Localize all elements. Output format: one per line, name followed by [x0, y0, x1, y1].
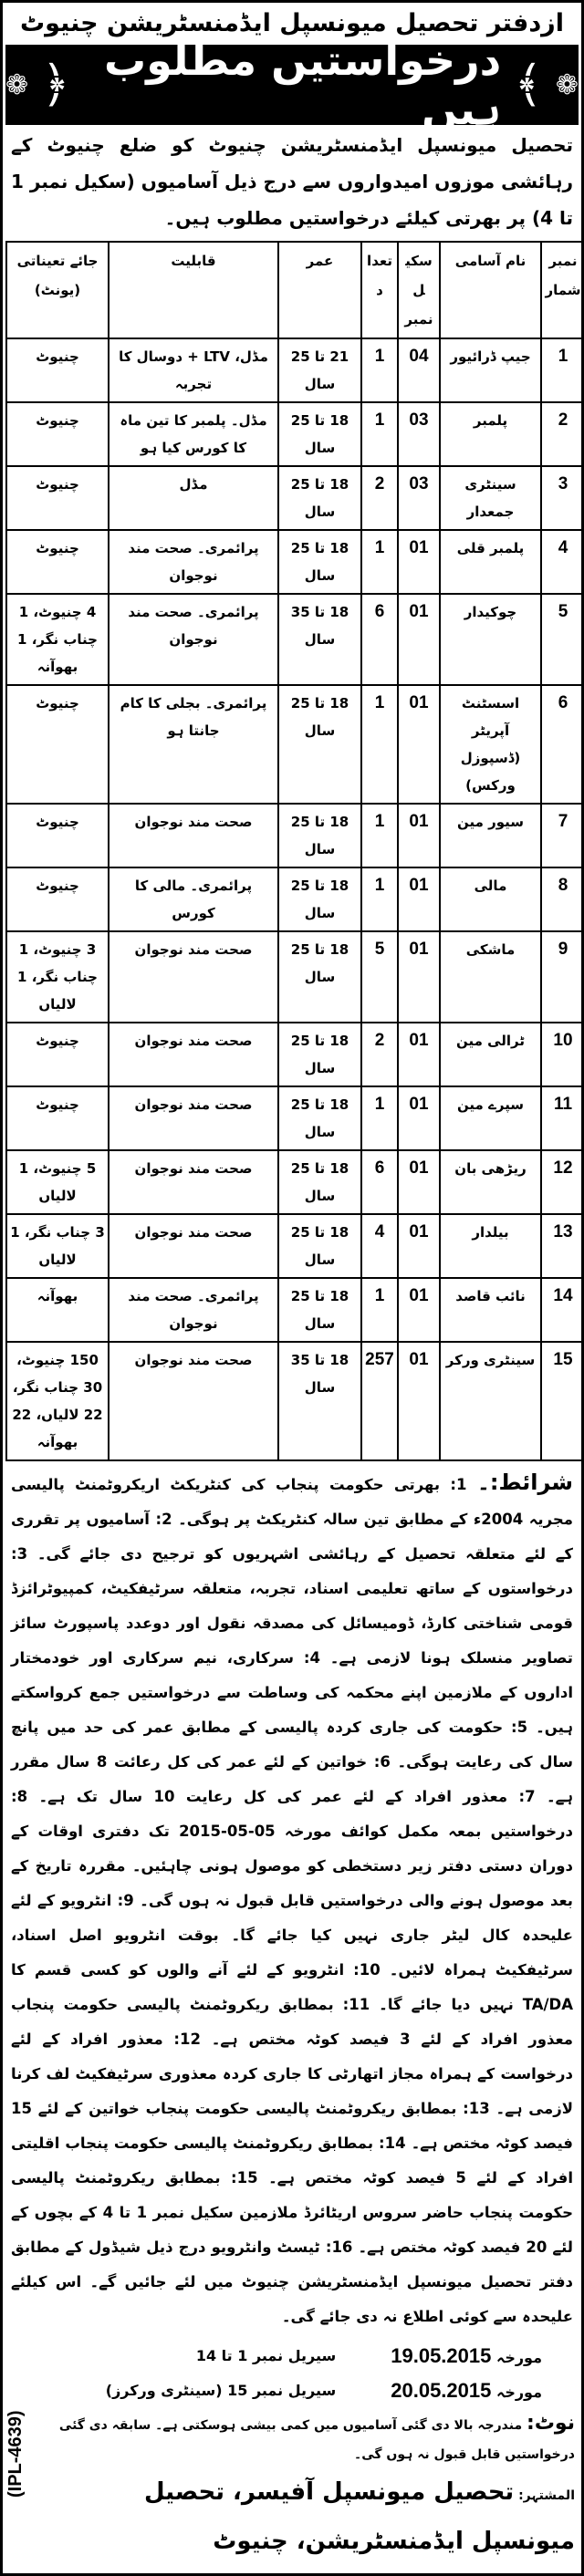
interview-schedule-row	[31, 2340, 579, 2374]
cell-serial: 5	[541, 594, 584, 685]
table-row	[6, 685, 584, 804]
cell-qualification: صحت مند نوجوان	[109, 1086, 278, 1150]
cell-count: 1	[361, 804, 398, 867]
advertiser-label: المشتہر:	[518, 2488, 575, 2503]
condition-item: 10: انٹرویو کے لئے آنے والوں کو کسی قسم کا TA/DA نہیں دیا جائے گا۔	[11, 1961, 573, 2013]
cell-qualification: مڈل، LTV + دوسال کا تجربہ	[109, 338, 278, 402]
cell-scale: 01	[398, 685, 440, 804]
condition-item: 9: انٹرویو کے لئے علیحدہ کال لیٹر جاری نہیں کیا جائے گا۔ بوقت انٹرویو اصل اسناد، سرٹیفکیٹ ہمراہ لائیں۔	[11, 1892, 573, 1979]
advertiser-name: تحصیل میونسپل آفیسر، تحصیل میونسپل ایڈمنسٹریشن، چنیوٹ	[144, 2478, 575, 2555]
cell-qualification: صحت مند نوجوان	[109, 1150, 278, 1214]
cell-qualification: پرائمری۔ مالی کا کورس	[109, 867, 278, 931]
schedule-prefix: مورخہ	[495, 2384, 542, 2401]
flower-ornament-icon: ❁	[5, 68, 29, 101]
cell-scale: 01	[398, 1342, 440, 1460]
cell-qualification: مڈل۔ پلمبر کا تین ماہ کا کورس کیا ہو	[109, 402, 278, 466]
note-label: نوٹ:	[527, 2412, 575, 2435]
cell-age: 18 تا 25 سال	[278, 1150, 361, 1214]
cell-posting: چنیوٹ	[6, 338, 109, 402]
cell-count: 1	[361, 1086, 398, 1150]
cell-age: 18 تا 25 سال	[278, 685, 361, 804]
cell-post-name: سینٹری ورکر	[440, 1342, 541, 1460]
cell-serial: 13	[541, 1214, 584, 1278]
cell-scale: 01	[398, 867, 440, 931]
cell-count: 2	[361, 1023, 398, 1086]
conditions	[5, 1461, 579, 2334]
schedule-prefix: مورخہ	[495, 2349, 542, 2366]
table-row	[6, 931, 584, 1023]
condition-item: 1: بھرتی حکومت پنجاب کی کنٹریکٹ اریکروٹمنٹ پالیسی مجریہ 2004ء کے مطابق تین سالہ کنٹریکٹ پر ہوگی۔	[11, 1476, 573, 1528]
cell-count: 4	[361, 1214, 398, 1278]
cell-posting: 5 چنیوٹ، 1 لالیاں	[6, 1150, 109, 1214]
cell-serial: 1	[541, 338, 584, 402]
condition-item: 6: خواتین کے لئے عمر کی کل رعائت 8 سال مقرر ہے۔	[11, 1753, 573, 1805]
condition-item: 3: درخواستوں کے ساتھ تعلیمی اسناد، تجربہ، متعلقہ سرٹیفکیٹ، کمپیوٹرائزڈ قومی شناختی کارڈ، ڈومیسائل کی مصدقہ نقول اور دوعدد پاسپورٹ سائز تصاویر منسلک ہونا لازمی ہے۔	[11, 1545, 574, 1667]
cell-posting: چنیوٹ	[6, 530, 109, 594]
cell-qualification: صحت مند نوجوان	[109, 1342, 278, 1460]
table-row	[6, 1214, 584, 1278]
cell-post-name: جیپ ڈرائیور	[440, 338, 541, 402]
cell-posting: 150 چنیوٹ، 30 چناب نگر، 22 لالیاں، 22 بھوآنہ	[6, 1342, 109, 1460]
cell-qualification: پرائمری۔ صحت مند نوجوان	[109, 1278, 278, 1342]
cell-count: 1	[361, 867, 398, 931]
cell-age: 18 تا 25 سال	[278, 1214, 361, 1278]
crescent-bracket-icon: ﴿	[41, 56, 70, 113]
cell-posting: چنیوٹ	[6, 1086, 109, 1150]
cell-serial: 9	[541, 931, 584, 1023]
cell-posting: چنیوٹ	[6, 402, 109, 466]
cell-age: 18 تا 35 سال	[278, 594, 361, 685]
cell-posting: چنیوٹ	[6, 685, 109, 804]
cell-posting: 3 چناب نگر، 1 لالیاں	[6, 1214, 109, 1278]
cell-posting: چنیوٹ	[6, 466, 109, 530]
condition-item: 15: بمطابق ریکروٹمنٹ پالیسی حکومت پنجاب حاضر سروس اریٹائرڈ ملازمین سکیل نمبر 1 تا 4 کے بچوں کے لئے 20 فیصد کوٹہ مختص ہے۔	[11, 2169, 573, 2256]
column-header-qualification: قابلیت	[109, 242, 278, 338]
cell-scale: 01	[398, 804, 440, 867]
interview-schedule-row	[31, 2374, 579, 2409]
column-header-scale: سکیل نمبر	[398, 242, 440, 338]
cell-scale: 04	[398, 338, 440, 402]
cell-serial: 14	[541, 1278, 584, 1342]
cell-post-name: مالی	[440, 867, 541, 931]
condition-item: 14: بمطابق ریکروٹمنٹ پالیسی حکومت پنجاب اقلیتی افراد کے لئے 5 فیصد کوٹہ مختص ہے۔	[11, 2135, 573, 2186]
schedule-date: 19.05.2015	[391, 2344, 492, 2367]
table-row	[6, 1150, 584, 1214]
condition-item: 11: بمطابق ریکروٹمنٹ پالیسی حکومت پنجاب معذور افراد کے لئے 3 فیصد کوٹہ مختص ہے۔	[11, 1996, 574, 2048]
condition-item: 4: سرکاری، نیم سرکاری اور خودمختار اداروں کے ملازمین اپنے محکمہ کی وساطت سے درخواستیں جمع کرواسکتے ہیں۔	[11, 1649, 573, 1736]
table-header-row	[6, 242, 584, 338]
cell-age: 18 تا 25 سال	[278, 1023, 361, 1086]
cell-scale: 01	[398, 1086, 440, 1150]
cell-age: 18 تا 25 سال	[278, 530, 361, 594]
cell-posting: چنیوٹ	[6, 867, 109, 931]
condition-item: 12: معذور افراد کے لئے درخواست کے ہمراہ مجاز اتھارٹی کا جاری کردہ معذوری سرٹیفکیٹ لف کرنا لازمی ہے۔	[11, 2031, 573, 2117]
cell-scale: 01	[398, 530, 440, 594]
condition-item: 5: حکومت کی جاری کردہ پالیسی کے مطابق عمر کی حد میں پانچ سال کی رعایت ہوگی۔	[11, 1719, 573, 1771]
column-header-posting: جائے تعیناتی (یونٹ)	[6, 242, 109, 338]
cell-qualification: مڈل	[109, 466, 278, 530]
cell-post-name: ٹرالی مین	[440, 1023, 541, 1086]
cell-post-name: اسسٹنٹ آپریٹر (ڈسپوزل ورکس)	[440, 685, 541, 804]
cell-qualification: پرائمری۔ صحت مند نوجوان	[109, 530, 278, 594]
cell-post-name: سیور مین	[440, 804, 541, 867]
table-row	[6, 1278, 584, 1342]
cell-age: 21 تا 25 سال	[278, 338, 361, 402]
schedule-serials: سیریل نمبر 1 تا 14	[195, 2347, 337, 2364]
issuing-office: ازدفتر تحصیل میونسپل ایڈمنسٹریشن چنیوٹ	[20, 9, 564, 37]
cell-serial: 7	[541, 804, 584, 867]
condition-item: 7: معذور افراد کے لئے عمر کی کل رعایت 10 سال تک ہے۔	[38, 1788, 536, 1805]
table-row	[6, 1023, 584, 1086]
cell-count: 5	[361, 931, 398, 1023]
cell-serial: 4	[541, 530, 584, 594]
conditions-label: شرائط:۔	[476, 1470, 573, 1495]
condition-item: 13: بمطابق ریکروٹمنٹ پالیسی حکومت پنجاب خواتین کے لئے 15 فیصد کوٹہ مختص ہے۔	[11, 2100, 573, 2152]
cell-count: 1	[361, 338, 398, 402]
table-row	[6, 1342, 584, 1460]
cell-count: 2	[361, 466, 398, 530]
cell-posting: چنیوٹ	[6, 1023, 109, 1086]
cell-age: 18 تا 25 سال	[278, 402, 361, 466]
cell-serial: 11	[541, 1086, 584, 1150]
cell-count: 257	[361, 1342, 398, 1460]
cell-posting: 3 چنیوٹ، 1 چناب نگر، 1 لالیاں	[6, 931, 109, 1023]
headline-title: درخواستیں مطلوب ہیں	[104, 36, 502, 134]
cell-post-name: پلمبر	[440, 402, 541, 466]
cell-age: 18 تا 25 سال	[278, 804, 361, 867]
condition-item: 16: ٹیسٹ وانٹرویو درج ذیل شیڈول کے مطابق دفتر تحصیل میونسپل ایڈمنسٹریشن چنیوٹ میں لئے جائیں گے۔ اس کیلئے علیحدہ سے کوئی اطلاع نہ دی جائے گی۔	[11, 2238, 573, 2325]
cell-post-name: چوکیدار	[440, 594, 541, 685]
cell-scale: 01	[398, 594, 440, 685]
cell-post-name: نائب قاصد	[440, 1278, 541, 1342]
cell-scale: 01	[398, 1278, 440, 1342]
cell-scale: 03	[398, 402, 440, 466]
crescent-bracket-icon: ﴾	[514, 56, 543, 113]
column-header-serial: نمبر شمار	[541, 242, 584, 338]
cell-posting: 4 چنیوٹ، 1 چناب نگر، 1 بھوآنہ	[6, 594, 109, 685]
cell-count: 1	[361, 1278, 398, 1342]
cell-serial: 8	[541, 867, 584, 931]
cell-post-name: بیلدار	[440, 1214, 541, 1278]
cell-scale: 01	[398, 1214, 440, 1278]
headline-banner	[5, 36, 579, 134]
cell-serial: 12	[541, 1150, 584, 1214]
cell-count: 6	[361, 594, 398, 685]
cell-qualification: پرائمری۔ بجلی کا کام جانتا ہو	[109, 685, 278, 804]
cell-qualification: پرائمری۔ صحت مند نوجوان	[109, 594, 278, 685]
table-row	[6, 804, 584, 867]
cell-post-name: ریڑھی بان	[440, 1150, 541, 1214]
cell-post-name: سپرے مین	[440, 1086, 541, 1150]
cell-post-name: سینٹری جمعدار	[440, 466, 541, 530]
footer	[5, 2340, 579, 2568]
table-row	[6, 530, 584, 594]
cell-age: 18 تا 35 سال	[278, 1342, 361, 1460]
table-row	[6, 867, 584, 931]
table-row	[6, 1086, 584, 1150]
schedule-serials: سیریل نمبر 15 (سینٹری ورکرز)	[105, 2382, 337, 2399]
cell-age: 18 تا 25 سال	[278, 931, 361, 1023]
table-row	[6, 466, 584, 530]
cell-age: 18 تا 25 سال	[278, 466, 361, 530]
cell-qualification: صحت مند نوجوان	[109, 804, 278, 867]
cell-count: 1	[361, 685, 398, 804]
column-header-age: عمر	[278, 242, 361, 338]
cell-age: 18 تا 25 سال	[278, 1086, 361, 1150]
intro-text: تحصیل میونسپل ایڈمنسٹریشن چنیوٹ کو ضلع چنیوٹ کے رہائشی موزوں امیدواروں سے درج ذیل آسامیوں (سکیل نمبر 1 تا 4) پر بھرتی کیلئے درخواستیں مطلوب ہیں۔	[11, 134, 573, 229]
cell-scale: 01	[398, 1150, 440, 1214]
condition-item: 2: آسامیوں پر تقرری کے لئے متعلقہ تحصیل کے رہائشی اشہریوں کو ترجیح دی جائے گی۔	[11, 1511, 574, 1563]
table-row	[6, 338, 584, 402]
cell-qualification: صحت مند نوجوان	[109, 1023, 278, 1086]
cell-posting: چنیوٹ	[6, 804, 109, 867]
cell-serial: 6	[541, 685, 584, 804]
schedule-date: 20.05.2015	[391, 2379, 492, 2402]
cell-serial: 3	[541, 466, 584, 530]
cell-serial: 10	[541, 1023, 584, 1086]
cell-qualification: صحت مند نوجوان	[109, 931, 278, 1023]
cell-count: 1	[361, 530, 398, 594]
cell-scale: 03	[398, 466, 440, 530]
note-text: مندرجہ بالا دی گئی آسامیوں میں کمی بیشی ہوسکتی ہے۔ سابقہ دی گئی درخواستیں قابل قبول نہ ہوں گی۔	[58, 2418, 575, 2462]
column-header-count: تعداد	[361, 242, 398, 338]
cell-count: 1	[361, 402, 398, 466]
cell-scale: 01	[398, 931, 440, 1023]
cell-age: 18 تا 25 سال	[278, 1278, 361, 1342]
cell-scale: 01	[398, 1023, 440, 1086]
advertiser-signature	[31, 2469, 579, 2568]
vacancies-table	[5, 241, 584, 1461]
cell-post-name: ماشکی	[440, 931, 541, 1023]
cell-count: 6	[361, 1150, 398, 1214]
cell-posting: بھوآنہ	[6, 1278, 109, 1342]
table-row	[6, 594, 584, 685]
flower-ornament-icon: ❁	[555, 68, 579, 101]
condition-item: 8: درخواستیں بمعہ مکمل کوائف مورخہ 05-05-2015 تک دفتری اوقات کے دوران دستی دفتر زیر دستخطی کو موصول ہونی چاہئیں۔ مقررہ تاریخ کے بعد موصول ہونے والی درخواستیں قابل قبول نہ ہوں گی۔	[11, 1788, 574, 1909]
note	[31, 2409, 579, 2469]
cell-post-name: پلمبر قلی	[440, 530, 541, 594]
cell-serial: 15	[541, 1342, 584, 1460]
column-header-post-name: نام آسامی	[440, 242, 541, 338]
cell-age: 18 تا 25 سال	[278, 867, 361, 931]
cell-qualification: صحت مند نوجوان	[109, 1214, 278, 1278]
ad-code: (IPL-4639)	[5, 2410, 26, 2498]
table-row	[6, 402, 584, 466]
cell-serial: 2	[541, 402, 584, 466]
